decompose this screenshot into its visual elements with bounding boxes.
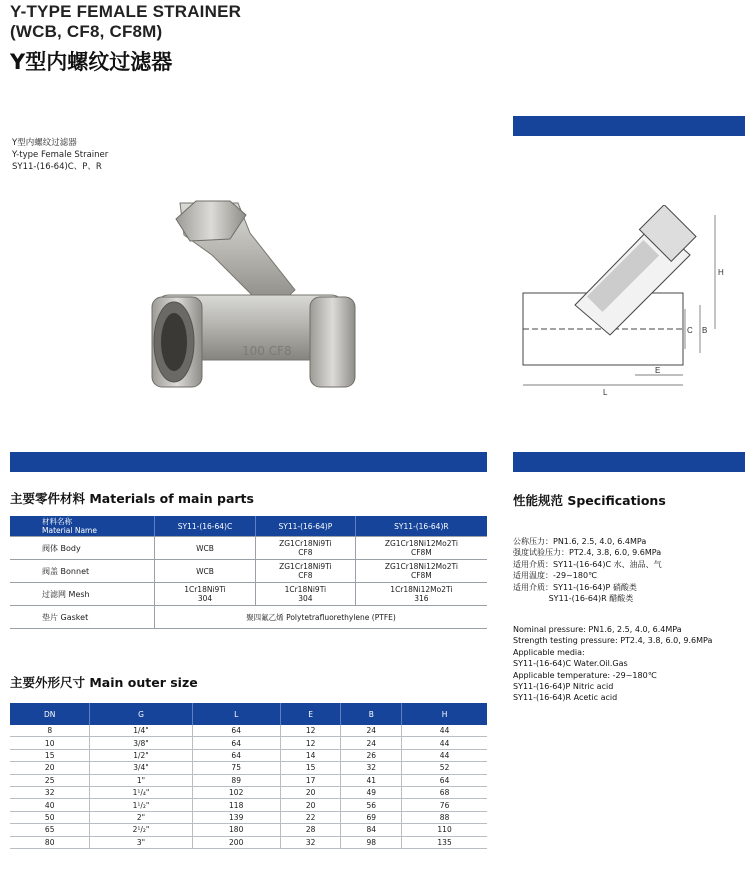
header-cn: 材料名称 bbox=[42, 517, 72, 526]
drawing-label-b: B bbox=[702, 326, 708, 335]
materials-heading: 主要零件材料 Materials of main parts bbox=[10, 491, 254, 506]
drawing-label-h: H bbox=[718, 268, 724, 277]
spec-line: 强度试验压力：PT2.4, 3.8, 6.0, 9.6MPa bbox=[513, 548, 662, 558]
table-row: 80 3" 200 32 98 135 bbox=[10, 836, 487, 848]
table-row: 32 1¹/₄" 102 20 49 68 bbox=[10, 786, 487, 798]
col-r: SY11-(16-64)R bbox=[355, 516, 487, 537]
page-title-en bbox=[10, 2, 241, 42]
caption-line-3: SY11-(16-64)C、P、R bbox=[12, 162, 102, 172]
table-row: 垫片 Gasket 聚四氟乙烯 Polytetrafluorethylene (PTFE) bbox=[10, 606, 487, 629]
spec-line: SY11-(16-64)R Acetic acid bbox=[513, 693, 618, 703]
drawing-label-l: L bbox=[603, 388, 608, 397]
title-line-2: (WCB, CF8, CF8M) bbox=[10, 22, 163, 41]
spec-line: Applicable temperature: -29~180℃ bbox=[513, 670, 657, 680]
strainer-photo bbox=[150, 195, 360, 405]
col-c: SY11-(16-64)C bbox=[155, 516, 256, 537]
spec-line: Strength testing pressure: PT2.4, 3.8, 6.0, 9.6MPa bbox=[513, 636, 713, 646]
table-row: 10 3/8" 64 12 24 44 bbox=[10, 737, 487, 749]
col-e: E bbox=[280, 703, 341, 725]
page-title-cn: Y型内螺纹过滤器 bbox=[10, 50, 173, 74]
spec-line: SY11-(16-64)P Nitric acid bbox=[513, 682, 614, 692]
title-line-1: Y-TYPE FEMALE STRAINER bbox=[10, 2, 242, 21]
table-row: 阀体 Body WCB ZG1Cr18Ni9Ti CF8 ZG1Cr18Ni12Mo2Ti CF8M bbox=[10, 537, 487, 560]
sizes-table bbox=[10, 703, 487, 849]
accent-bar-left bbox=[10, 452, 487, 472]
table-row: 15 1/2" 64 14 26 44 bbox=[10, 749, 487, 761]
caption-line-1: Y型内螺纹过滤器 bbox=[12, 138, 77, 148]
table-row: 20 3/4" 75 15 32 52 bbox=[10, 762, 487, 774]
table-row: 50 2" 139 22 69 88 bbox=[10, 811, 487, 823]
spec-line: SY11-(16-64)C Water.Oil.Gas bbox=[513, 659, 628, 669]
header-en: Material Name bbox=[42, 526, 97, 535]
spec-line: Applicable media: bbox=[513, 647, 585, 657]
table-row: 阀盖 Bonnet WCB ZG1Cr18Ni9Ti CF8 ZG1Cr18Ni12Mo2Ti CF8M bbox=[10, 560, 487, 583]
accent-bar-top-right bbox=[513, 116, 745, 136]
table-row: 过滤网 Mesh 1Cr18Ni9Ti 304 1Cr18Ni9Ti 304 1Cr18Ni12Mo2Ti 316 bbox=[10, 583, 487, 606]
specifications-en bbox=[513, 624, 712, 704]
specifications-heading: 性能规范 Specifications bbox=[513, 493, 666, 508]
caption-line-2: Y-type Female Strainer bbox=[12, 150, 109, 160]
sizes-heading: 主要外形尺寸 Main outer size bbox=[10, 675, 198, 690]
spec-line: 适用介质：SY11-(16-64)C 水、油品、气 bbox=[513, 559, 662, 569]
materials-table bbox=[10, 516, 487, 629]
accent-bar-right bbox=[513, 452, 745, 472]
product-caption bbox=[12, 137, 108, 173]
spec-line: 适用温度：-29~180℃ bbox=[513, 571, 598, 581]
col-h: H bbox=[402, 703, 487, 725]
spec-line: Nominal pressure: PN1.6, 2.5, 4.0, 6.4MPa bbox=[513, 625, 682, 634]
col-g: G bbox=[90, 703, 192, 725]
drawing-label-e: E bbox=[655, 366, 661, 375]
drawing-label-c: C bbox=[687, 326, 693, 335]
spec-line: 适用介质：SY11-(16-64)P 硝酸类 bbox=[513, 582, 637, 592]
col-dn: DN bbox=[10, 703, 90, 725]
spec-line: 公称压力：PN1.6, 2.5, 4.0, 6.4MPa bbox=[513, 537, 647, 546]
specifications-cn bbox=[513, 536, 662, 604]
col-p: SY11-(16-64)P bbox=[255, 516, 355, 537]
materials-header-name bbox=[10, 516, 155, 537]
spec-line: SY11-(16-64)R 醋酸类 bbox=[513, 594, 634, 604]
table-row: 8 1/4" 64 12 24 44 bbox=[10, 725, 487, 737]
product-marking: 100 CF8 bbox=[242, 344, 292, 358]
technical-drawing bbox=[515, 205, 745, 405]
table-row: 25 1" 89 17 41 64 bbox=[10, 774, 487, 786]
table-row: 65 2¹/₂" 180 28 84 110 bbox=[10, 824, 487, 836]
table-row: 40 1¹/₂" 118 20 56 76 bbox=[10, 799, 487, 811]
col-l: L bbox=[192, 703, 280, 725]
col-b: B bbox=[341, 703, 402, 725]
